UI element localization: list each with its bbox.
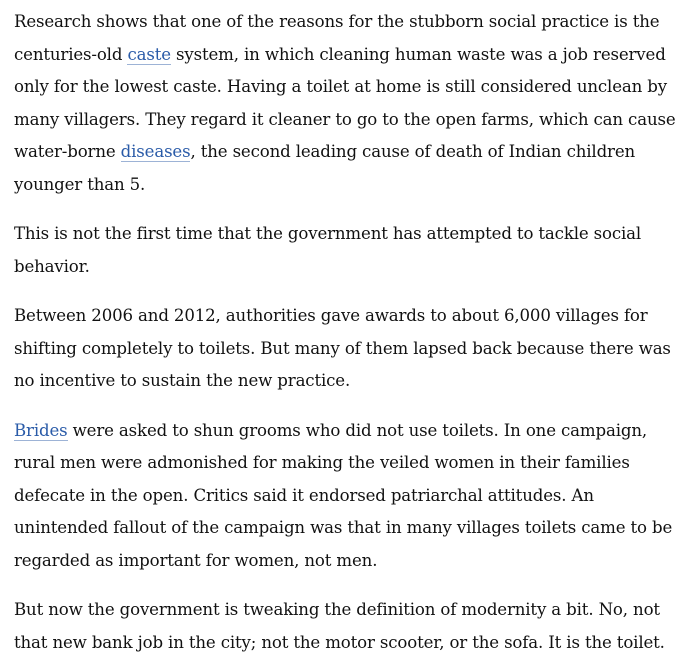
diseases-link[interactable]: diseases (120, 142, 191, 161)
brides-link[interactable]: Brides (14, 420, 68, 440)
paragraph-text: were asked to shun grooms who did not use toilets. In one campaign, rural men were admonished for making the veiled women in their families defecate in the open. Critics said it endorsed patriarchal attitudes. An unintended fallout of the campaign was that in many villages toilets came to be regarded as important for women, not men. (14, 420, 673, 570)
caste-link[interactable]: caste (127, 44, 171, 64)
paragraph-text: But now the government is tweaking the definition of modernity a bit. No, not that new bank job in the city; not the motor scooter, or the sofa. It is the toilet. (14, 600, 665, 652)
paragraph-text: Research shows that one of the reasons for the stubborn social practice is the centuries-old (14, 12, 660, 64)
paragraph-text: Between 2006 and 2012, authorities gave awards to about 6,000 villages for shifting completely to toilets. But many of them lapsed back because there was no incentive to sustain the new practice. (14, 306, 671, 390)
paragraph-text: , the second leading cause of death of Indian children younger than 5. (14, 142, 636, 194)
paragraph-caste (14, 6, 687, 201)
paragraph-text: system, in which cleaning human waste was a job reserved only for the lowest caste. Having a toilet at home is still considered unclean by many villagers. They regard it cleaner to go to the open farms, which can cause water-borne (14, 44, 676, 161)
paragraph-first-time (14, 218, 687, 283)
paragraph-text: This is not the first time that the government has attempted to tackle social behavior. (14, 224, 642, 276)
paragraph-modernity (14, 594, 687, 659)
paragraph-awards (14, 300, 687, 398)
paragraph-brides (14, 415, 687, 578)
